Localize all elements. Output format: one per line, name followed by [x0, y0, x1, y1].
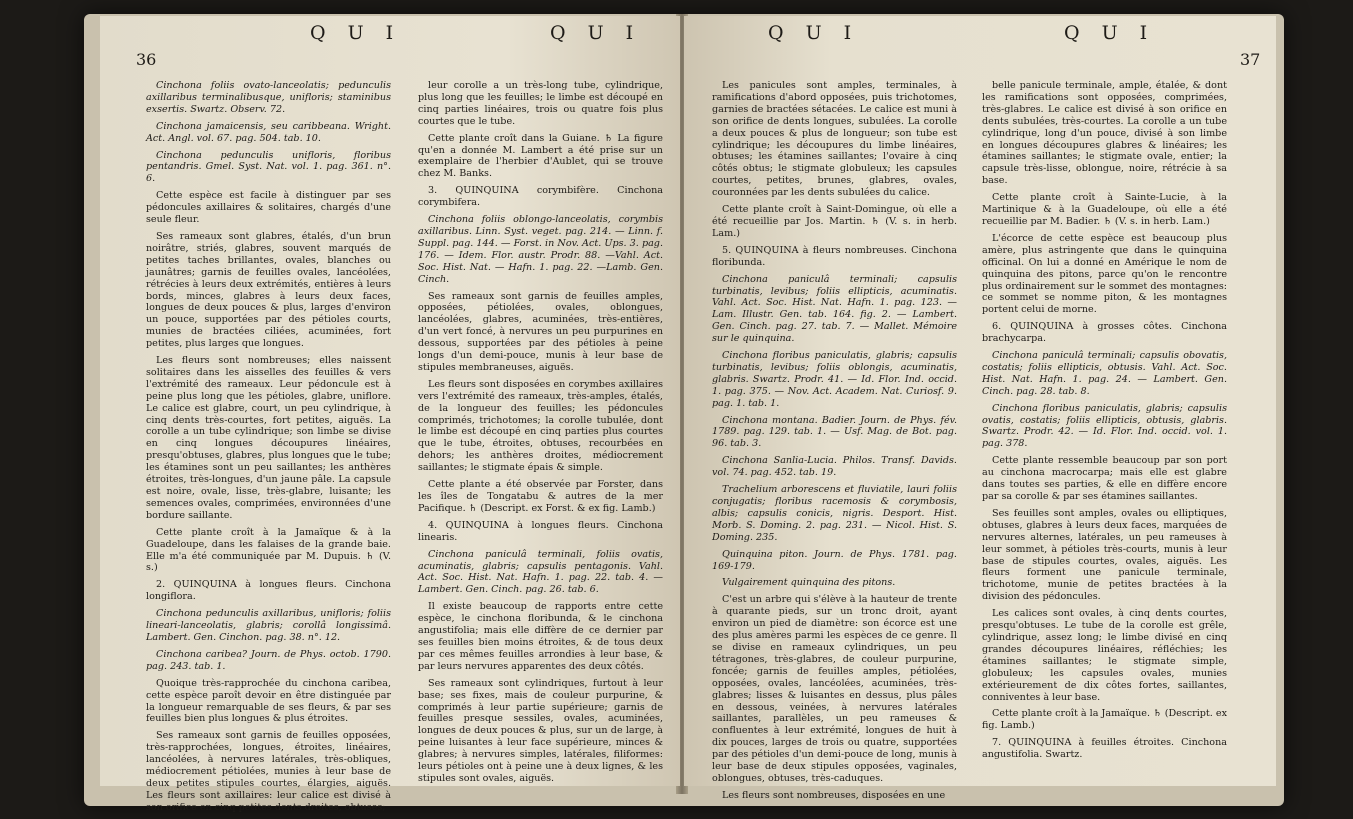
paragraph: Cette plante ressemble beaucoup par son port au cinchona macrocarpa; mais elle est glabre dans toutes ses parties, & elle en diffère encore par sa corolle & par ses étamines saillantes.	[982, 455, 1227, 502]
paragraph: Cette plante croît dans la Guiane. ♄ La figure qu'en a donnée M. Lambert a été prise sur un exemplaire de l'herbier d'Aublet, qui se trouve chez M. Banks.	[418, 132, 663, 180]
paragraph: Quinquina piton. Journ. de Phys. 1781. pag. 169-179.	[712, 548, 957, 572]
paragraph: Cinchona caribea? Journ. de Phys. octob. 1790. pag. 243. tab. 1.	[146, 648, 391, 672]
left-page	[100, 16, 680, 813]
paragraph: Ses feuilles sont amples, ovales ou elliptiques, obtuses, glabres à leurs deux faces, marquées de nervures alternes, latérales, un peu rameuses à leur sommet, à pétioles très-courts, munis à leur base de stipules courtes, ovales, aiguës. Les fleurs forment une panicule terminale, trichotome, munie de petites bractées à la division des pédoncules.	[982, 507, 1227, 603]
paragraph: Cinchona pedunculis axillaribus, unifloris; foliis lineari-lanceolatis, glabris; corollâ longissimâ. Lambert. Gen. Cinchon. pag. 38. n°. 12.	[146, 608, 391, 643]
paragraph: 4. QUINQUINA à longues fleurs. Cinchona linearis.	[418, 519, 663, 543]
paragraph: Trachelium arborescens et fluviatile, lauri foliis conjugatis; floribus racemosis & corymbosis, albis; capsulis conicis, nigris. Desport. Hist. Morb. S. Doming. 2. pag. 231. — Nicol. Hist. S. Doming. 235.	[712, 484, 957, 543]
paragraph: Cinchona pedunculis unifloris, floribus pentandris. Gmel. Syst. Nat. vol. 1. pag. 361. n°. 6.	[146, 149, 391, 185]
paragraph: Cette espèce est facile à distinguer par ses pédoncules axillaires & solitaires, chargés d'une seule fleur.	[146, 190, 391, 226]
paragraph: Cette plante croît à la Jamaïque. ♄ (Descript. ex fig. Lamb.)	[982, 708, 1227, 732]
paragraph: Cinchona paniculâ terminali; capsulis turbinatis, levibus; foliis ellipticis, acuminatis. Vahl. Act. Soc. Hist. Nat. Hafn. 1. pag. 123. — Lam. Illustr. Gen. tab. 164. fig. 2. — Lambert. Gen. Cinch. pag. 27. tab. 7. — Mallet. Mémoire sur le quinquina.	[712, 273, 957, 345]
paragraph: leur corolle a un très-long tube, cylindrique, plus long que les feuilles; le limbe est découpé en cinq parties linéaires, trois ou quatre fois plus courtes que le tube.	[418, 80, 663, 127]
paragraph: Cinchona floribus paniculatis, glabris; capsulis ovatis, costatis; foliis ellipticis, obtusis, glabris. Swartz. Prodr. 42. — Id. Flor. Ind. occid. vol. 1. pag. 378.	[982, 402, 1227, 450]
paragraph: Les fleurs sont nombreuses, disposées en une	[722, 789, 946, 801]
paragraph: 7. QUINQUINA à feuilles étroites. Cinchona angustifolia. Swartz.	[982, 737, 1227, 761]
paragraph: Ses rameaux sont garnis de feuilles opposées, très-rapprochées, longues, étroites, linéaires, lancéolées, à nervures latérales, très-obliques, médiocrement pétiolées, munies à leur base de deux petites stipules courtes, élargies, aiguës. Les fleurs sont axillaires: leur calice est divisé à son orifice en cinq petites dents droites, obtuses;	[146, 730, 391, 813]
paragraph: Cinchona foliis oblongo-lanceolatis, corymbis axillaribus. Linn. Syst. veget. pag. 214. — Linn. f. Suppl. pag. 144. — Forst. in Nov. Act. Ups. 3. pag. 176. — Idem. Flor. austr. Prodr. 88. —Vahl. Act. Soc. Hist. Nat. — Hafn. 1. pag. 22. —Lamb. Gen. Cinch.	[418, 214, 663, 285]
right-header-1: Q U I	[768, 22, 860, 44]
paragraph: Les fleurs sont disposées en corymbes axillaires vers l'extrémité des rameaux, très-amples, étalés, de la longueur des feuilles; les pédoncules comprimés, trichotomes; la corolle tubulée, dont le limbe est découpé en cinq parties plus courtes que le tube, étroites, obtuses, recourbées en dehors; les anthères droites, médiocrement saillantes; le stigmate épais & simple.	[418, 378, 663, 474]
paragraph: Cette plante croît à Sainte-Lucie, à la Martinique & à la Guadeloupe, où elle a été recueillie par M. Badier. ♄ (V. s. in herb. Lam.)	[982, 192, 1227, 227]
paragraph: 2. QUINQUINA à longues fleurs. Cinchona longiflora.	[146, 579, 391, 603]
paragraph: Cinchona Sanlia-Lucia. Philos. Transf. Davids. vol. 74. pag. 452. tab. 19.	[712, 455, 957, 479]
paragraph: Les panicules sont amples, terminales, à ramifications d'abord opposées, puis trichotomes, garnies de bractées sétacées. Le calice est muni à son orifice de dents longues, subulées. La corolle a deux pouces & plus de longueur; son tube est cylindrique; les découpures du limbe linéaires, obtuses; les étamines saillantes; l'ovaire à cinq côtés obtus; le stigmate globuleux; les capsules courtes, petites, brunes, glabres, ovales, couronnées par les dents subulées du calice.	[712, 80, 957, 199]
paragraph: L'écorce de cette espèce est beaucoup plus amère, plus astringente que dans le quinquina officinal. On lui a donné en Amérique le nom de quinquina des pitons, parce qu'on le rencontre plus ordinairement sur le sommet des montagnes: ce sommet se nomme piton, & les montagnes portent celui de morne.	[982, 232, 1227, 316]
paragraph: 6. QUINQUINA à grosses côtes. Cinchona brachycarpa.	[982, 321, 1227, 345]
paragraph: Vulgairement quinquina des pitons.	[722, 577, 896, 589]
paragraph: Cinchona paniculâ terminali, foliis ovatis, acuminatis, glabris; capsulis pentagonis. Vahl. Act. Soc. Hist. Nat. Hafn. 1. pag. 22. tab. 4. — Lambert. Gen. Cinch. pag. 26. tab. 6.	[418, 548, 663, 596]
paragraph: Ses rameaux sont cylindriques, furtout à leur base; ses fixes, mais de couleur purpurine, & comprimés à leur partie supérieure; garnis de feuilles presque sessiles, ovales, acuminées, longues de deux pouces & plus, sur un de large, à peine luisantes à leur face supérieure, minces & glabres; à nervures simples, latérales, filiformes: leurs pétioles ont à peine une à deux lignes, & les stipules sont ovales, aiguës.	[418, 677, 663, 784]
right-column-2	[982, 80, 1227, 766]
left-column-2	[418, 80, 663, 790]
paragraph: Cinchona foliis ovato-lanceolatis; pedunculis axillaribus terminalibusque, unifloris; staminibus exsertis. Swartz. Observ. 72.	[146, 80, 391, 115]
left-page-number: 36	[136, 50, 157, 69]
paragraph: Cette plante a été observée par Forster, dans les îles de Tongatabu & autres de la mer Pacifique. ♄ (Descript. ex Forst. & ex fig. Lamb.)	[418, 479, 663, 514]
paragraph: Les fleurs sont nombreuses; elles naissent solitaires dans les aisselles des feuilles & vers l'extrémité des rameaux. Leur pédoncule est à peine plus long que les pétioles, glabre, uniflore. Le calice est glabre, court, un peu cylindrique, à cinq dents très-courtes, fort petites, aiguës. La corolle a un tube cylindrique; son limbe se divise en cinq longues découpures linéaires, presqu'obtuses, glabres, plus longues que le tube; les étamines sont un peu saillantes; les anthères étroites, très-longues, d'un jaune pâle. La capsule est noire, ovale, lisse, très-glabre, luisante; les semences ovales, comprimées, environnées d'une bordure saillante.	[146, 355, 391, 521]
paragraph: Cinchona paniculâ terminali; capsulis obovatis, costatis; foliis ellipticis, obtusis. Vahl. Act. Soc. Hist. Nat. Hafn. 1. pag. 24. — Lambert. Gen. Cinch. pag. 28. tab. 8.	[982, 350, 1227, 397]
paragraph: C'est un arbre qui s'élève à la hauteur de trente à quarante pieds, sur un tronc droit, ayant environ un pied de diamètre: son écorce est une des plus amères parmi les espèces de ce genre. Il se divise en rameaux cylindriques, un peu tétragones, très-glabres, de couleur purpurine, foncée; garnis de feuilles amples, pétiolées, opposées, ovales, lancéolées, acuminées, très-glabres; lisses & luisantes en dessus, plus pâles en dessous, veinées, à nervures latérales saillantes, parallèles, un peu rameuses & confluentes à leur extrémité, longues de huit à dix pouces, larges de trois ou quatre, supportées par des pétioles d'un demi-pouce de long, munis à leur base de deux stipules opposées, vaginales, oblongues, obtuses, très-caduques.	[712, 594, 957, 784]
paragraph: Cinchona floribus paniculatis, glabris; capsulis turbinatis, levibus; foliis oblongis, acuminatis, glabris. Swartz. Prodr. 41. — Id. Flor. Ind. occid. 1. pag. 375. — Nov. Act. Academ. Nat. Curiosf. 9. pag. 1. tab. 1.	[712, 350, 957, 409]
left-header-2: Q U I	[550, 22, 642, 44]
paragraph: Les calices sont ovales, à cinq dents courtes, presqu'obtuses. Le tube de la corolle est grêle, cylindrique, assez long; le limbe divisé en cinq grandes découpures linéaires, réfléchies; les étamines saillantes; le stigmate simple, globuleux; les capsules ovales, munies extérieurement de dix côtes fortes, saillantes, conniventes à leur base.	[982, 608, 1227, 703]
paragraph: Ses rameaux sont garnis de feuilles amples, opposées, pétiolées, ovales, oblongues, lancéolées, glabres, acuminées, très-entières, d'un vert foncé, à nervures un peu purpurines en dessous, supportées par des pétioles à peine longs d'un demi-pouce, munis à leur base de stipules membraneuses, aiguës.	[418, 290, 663, 373]
paragraph: belle panicule terminale, ample, étalée, & dont les ramifications sont opposées, comprimées, très-glabres. Le calice est divisé à son orifice en dents subulées, très-courtes. La corolle a un tube cylindrique, long d'un pouce, divisé à son limbe en longues découpures glabres & linéaires; les étamines saillantes; le stigmate ovale, entier; la capsule très-lisse, oblongue, noire, rétrécie à sa base.	[982, 80, 1227, 187]
right-header-2: Q U I	[1064, 22, 1156, 44]
paragraph: 3. QUINQUINA corymbifère. Cinchona corymbifera.	[418, 185, 663, 209]
left-header-1: Q U I	[310, 22, 402, 44]
right-page-number: 37	[1240, 50, 1261, 69]
right-page	[684, 16, 1276, 801]
paragraph: Cette plante croît à la Jamaïque & à la Guadeloupe, dans les falaises de la grande baie. Elle m'a été communiquée par M. Dupuis. ♄ (V. s.)	[146, 526, 391, 574]
paragraph: Quoique très-rapprochée du cinchona caribea, cette espèce paroît devoir en être distinguée par la longueur remarquable de ses fleurs, & par ses feuilles bien plus longues & plus étroites.	[146, 677, 391, 725]
paragraph: Cinchona montana. Badier. Journ. de Phys. fév. 1789. pag. 129. tab. 1. — Usf. Mag. de Bot. pag. 96. tab. 3.	[712, 414, 957, 450]
paragraph: Il existe beaucoup de rapports entre cette espèce, le cinchona floribunda, & le cinchona angustifolia; mais elle diffère de ce dernier par ses feuilles bien moins étroites, & de tous deux par ces mêmes feuilles arrondies à leur base, & par leurs nervures apparentes des deux côtés.	[418, 601, 663, 672]
left-column-1	[146, 80, 391, 819]
paragraph: 5. QUINQUINA à fleurs nombreuses. Cinchona floribunda.	[712, 244, 957, 268]
paragraph: Cette plante croît à Saint-Domingue, où elle a été recueillie par Jos. Martin. ♄ (V. s. in herb. Lam.)	[712, 204, 957, 239]
right-column-1	[712, 80, 957, 807]
paragraph: Ses rameaux sont glabres, étalés, d'un brun noirâtre, striés, glabres, souvent marqués de petites taches brillantes, ovales, blanches ou jaunâtres; garnis de feuilles ovales, lancéolées, rétrécies à leurs deux extrémités, entières à leurs bords, minces, glabres à leurs deux faces, longues de deux pouces & plus, larges d'environ un pouce, supportées par des pétioles courts, munies de bractées ciliées, acuminées, fort petites, plus larges que longues.	[146, 230, 391, 350]
paragraph: Cinchona jamaicensis, seu caribbeana. Wright. Act. Angl. vol. 67. pag. 504. tab. 10.	[146, 120, 391, 144]
